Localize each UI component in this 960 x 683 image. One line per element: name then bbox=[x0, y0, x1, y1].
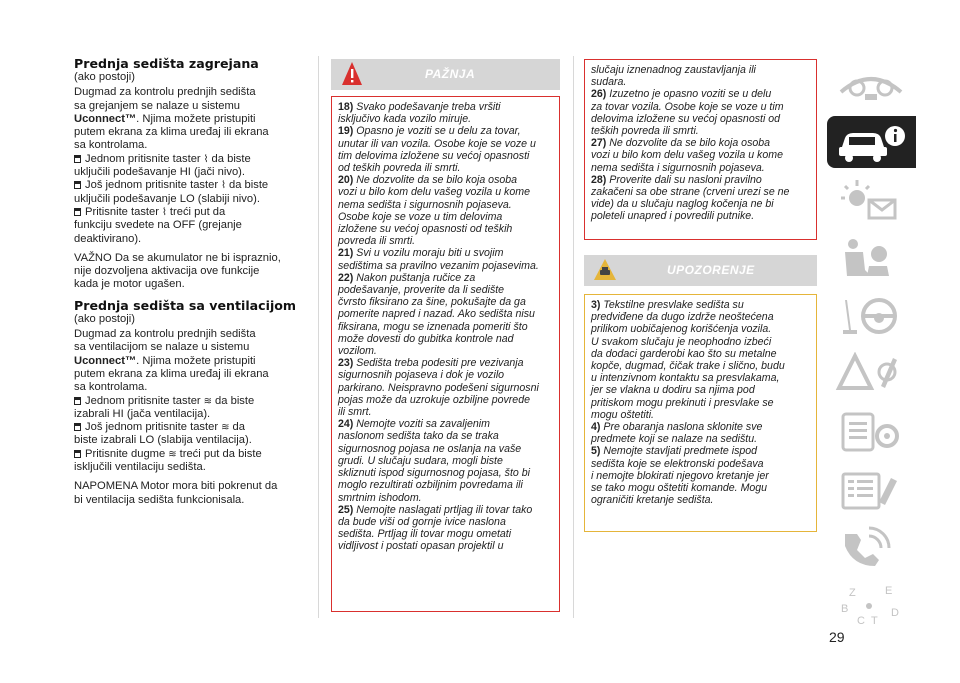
warning-box bbox=[331, 96, 560, 612]
note-number: 26) bbox=[591, 88, 607, 101]
note-line: tim delovima izložene su većoj opasnosti bbox=[338, 149, 530, 162]
tab-index[interactable] bbox=[827, 580, 916, 632]
bullet-line: uključili podešavanje LO (slabiji nivo). bbox=[74, 192, 260, 205]
warning-box-continued bbox=[584, 59, 817, 240]
index-letter: B bbox=[841, 603, 849, 615]
ventilated-seat-icon: ≋ bbox=[168, 448, 177, 460]
bullet-item: Pritisnite taster ⌇ treći put da bbox=[74, 206, 300, 219]
note-number: 20) bbox=[338, 174, 354, 187]
note-number: 27) bbox=[591, 137, 607, 150]
multimedia-icon bbox=[835, 526, 907, 570]
note-line: grudi. U slučaju sudara, mogli biste bbox=[338, 454, 503, 467]
note-line: se tako mogu oštetiti komande. Mogu bbox=[591, 482, 768, 495]
tab-service[interactable] bbox=[827, 406, 916, 458]
note-line: isključivo kada vozilo miruje. bbox=[338, 113, 472, 126]
bullet-item: Jednom pritisnite taster ≋ da biste bbox=[74, 395, 300, 408]
note-line: NAPOMENA Motor mora biti pokrenut da bbox=[74, 480, 278, 493]
note-line: 23) Sedišta treba podesiti pre vezivanja bbox=[338, 357, 524, 370]
note-line: 28) Proverite dali su nasloni pravilno bbox=[591, 173, 762, 186]
bullet-icon bbox=[74, 397, 81, 405]
page-number: 29 bbox=[829, 629, 845, 645]
warning-title: PAŽNJA bbox=[425, 67, 476, 81]
bullet-item: Jednom pritisnite taster ⌇ da biste bbox=[74, 153, 300, 166]
note-line: vidljivost i postati opasan projektil u bbox=[338, 540, 504, 553]
note-line: smrtnim ishodom. bbox=[338, 491, 422, 504]
note-line: sedištima sa pravilno vezanim pojasevima. bbox=[338, 259, 539, 272]
note-line: poleteli unapred i povredili putnike. bbox=[591, 210, 755, 223]
bullet-icon bbox=[74, 155, 81, 163]
note-line: unutar ili van vozila. Osobe koje se voze u bbox=[338, 137, 536, 150]
note-line: ili smrt. bbox=[338, 406, 372, 419]
caution-car-icon bbox=[593, 258, 617, 282]
paragraph-line: sa ventilacijom se nalaze u sistemu bbox=[74, 341, 250, 354]
heated-seat-icon: ⌇ bbox=[162, 206, 167, 218]
note-line: 24) Nemojte voziti sa zavaljenim bbox=[338, 418, 490, 431]
tab-safety[interactable] bbox=[827, 232, 916, 284]
note-line: 21) Svi u vozilu moraju biti u svojim bbox=[338, 247, 504, 260]
note-line: čvrsto fiksirano za šine, pokušajte da ga bbox=[338, 296, 526, 309]
note-line: 25) Nemojte naslagati prtljag ili tovar tako bbox=[338, 503, 533, 516]
note-line: sudara. bbox=[591, 76, 627, 89]
tab-multimedia[interactable] bbox=[827, 522, 916, 574]
brand-name: Uconnect™ bbox=[74, 112, 137, 125]
note-number: 18) bbox=[338, 101, 354, 113]
paragraph-line: sa grejanjem se nalaze u sistemu bbox=[74, 99, 241, 112]
note-number: 22) bbox=[338, 271, 354, 284]
main-text-column bbox=[74, 56, 300, 507]
note-line: 18) Svako podešavanje treba vršiti bbox=[338, 101, 501, 113]
emergency-icon bbox=[835, 352, 907, 396]
bullet-line: uključili podešavanje HI (jači nivo). bbox=[74, 166, 245, 179]
section-heading-heated-seats: Prednja sedišta zagrejana bbox=[74, 56, 259, 71]
note-line: parkirano. Neispravno podešeni sigurnosni bbox=[338, 381, 539, 394]
index-letter: D bbox=[891, 607, 899, 619]
warning-triangle-icon bbox=[341, 61, 363, 87]
availability-note: (ako postoji) bbox=[74, 71, 135, 83]
index-letter: C bbox=[857, 615, 865, 627]
paragraph-line: sa kontrolama. bbox=[74, 381, 148, 394]
note-line: zakačeni sa obe strane (crveni urezi se ne bbox=[591, 186, 790, 199]
ventilated-seat-icon: ≋ bbox=[203, 395, 213, 407]
bullet-line: deaktivirano). bbox=[74, 232, 142, 245]
note-line: za tovar vozila. Osobe koje se voze u tim bbox=[591, 100, 784, 113]
note-line: vozilom. bbox=[338, 345, 377, 358]
caution-box bbox=[584, 294, 817, 532]
note-line: ograničiti kretanje sedišta. bbox=[591, 494, 714, 507]
car-dashboard-icon bbox=[835, 62, 907, 106]
brand-name: Uconnect™ bbox=[74, 354, 137, 367]
note-line: pojas može da uzrokuje ozbiljne povrede bbox=[338, 393, 530, 406]
note-line: 22) Nakon puštanja ručice za bbox=[338, 271, 476, 284]
note-number: 5) bbox=[591, 445, 601, 458]
paragraph-line: putem ekrana za klima uređaj ili ekrana bbox=[74, 367, 269, 380]
note-line: jer se vlakna u dodiru sa njima pod bbox=[591, 384, 755, 397]
safety-airbag-icon bbox=[835, 236, 907, 280]
caution-banner bbox=[584, 255, 817, 286]
paragraph-line: sa kontrolama. bbox=[74, 139, 148, 152]
note-line: i nemojte blokirati njegovo kretanje jer bbox=[591, 469, 769, 482]
availability-note: (ako postoji) bbox=[74, 312, 135, 325]
note-number: 3) bbox=[591, 299, 601, 311]
note-line: izložene su većoj opasnosti od teških bbox=[338, 223, 513, 236]
note-number: 21) bbox=[338, 247, 354, 260]
bullet-line: funkciju svedete na OFF (grejanje bbox=[74, 219, 242, 232]
bullet-item: Još jednom pritisnite taster ≋ da bbox=[74, 421, 300, 434]
note-line: VAŽNO Da se akumulator ne bi ispraznio, bbox=[74, 251, 281, 264]
bullet-icon bbox=[74, 208, 81, 216]
car-info-icon bbox=[835, 120, 907, 164]
note-line: vozi u bilo kom delu vašeg vozila u kome bbox=[591, 149, 783, 162]
note-line: fiksirana, mogu se iznenada pomeriti što bbox=[338, 320, 528, 333]
tab-technical-data[interactable] bbox=[827, 464, 916, 516]
note-line: nema sedišta i sigurnosnih pojaseva. bbox=[591, 161, 765, 174]
note-line: 27) Ne dozvolite da se bilo koja osoba bbox=[591, 137, 771, 150]
bullet-item: Još jednom pritisnite taster ⌇ da biste bbox=[74, 179, 300, 192]
heated-seat-icon: ⌇ bbox=[203, 153, 209, 165]
paragraph-line: Dugmad za kontrolu prednjih sedišta bbox=[74, 86, 256, 99]
bullet-icon bbox=[74, 450, 81, 458]
tab-vehicle-info[interactable] bbox=[827, 116, 916, 168]
bullet-item: Pritisnite dugme ≋ treći put da biste bbox=[74, 448, 300, 461]
section-heading-ventilated-seats: Prednja sedišta sa ventilacijom bbox=[74, 297, 297, 313]
index-letter: E bbox=[885, 585, 893, 597]
note-line: kada je motor ugašen. bbox=[74, 278, 185, 291]
note-line: 4) Pre obaranja naslona sklonite sve bbox=[591, 421, 763, 434]
service-maintenance-icon bbox=[835, 410, 907, 454]
note-line: prilikom uobičajenog korišćenja vozila. bbox=[591, 323, 772, 336]
note-line: da dodaci garderobi kao što su metalne bbox=[591, 347, 777, 360]
note-line: moglo rezultirati ozbiljnim povredama ili bbox=[338, 479, 523, 492]
note-line: vide) da u slučaju naglog kočenja ne bi bbox=[591, 198, 774, 211]
note-line: pomerite napred i nazad. Ako sedišta nisu bbox=[338, 308, 535, 321]
ventilated-seat-icon: ≋ bbox=[221, 422, 230, 434]
note-line: kopče, dugmad, čičak trake i slično, budu bbox=[591, 360, 785, 373]
steering-wheel-icon bbox=[835, 294, 907, 338]
column-divider bbox=[573, 56, 574, 618]
note-number: 19) bbox=[338, 125, 354, 138]
heated-seat-icon: ⌇ bbox=[221, 180, 226, 192]
paragraph-line: Uconnect™. Njima možete pristupiti bbox=[74, 354, 256, 367]
note-line: podešavanje, proverite da li sedište bbox=[338, 284, 505, 297]
note-line: može dovesti do gubitka kontrole nad bbox=[338, 332, 514, 345]
note-number: 23) bbox=[338, 357, 354, 370]
note-line: sedišta koje se elektronski podešava bbox=[591, 457, 764, 470]
note-line: 19) Opasno je voziti se u delu za tovar, bbox=[338, 125, 521, 138]
note-line: teških povreda ili smrti. bbox=[591, 125, 699, 138]
note-line: da bude viši od gornje ivice naslona bbox=[338, 515, 506, 528]
tab-dashboard[interactable] bbox=[827, 58, 916, 110]
note-line: od teških povreda ili smrti. bbox=[338, 162, 461, 175]
note-line: 20) Ne dozvolite da se bilo koja osoba bbox=[338, 174, 518, 187]
paragraph-line: Uconnect™. Njima možete pristupiti bbox=[74, 112, 256, 125]
technical-data-icon bbox=[835, 468, 907, 512]
note-line: U svakom slučaju je neophodno izbeći bbox=[591, 335, 772, 348]
note-number: 25) bbox=[338, 503, 354, 516]
note-line: 26) Izuzetno je opasno voziti se u delu bbox=[591, 88, 772, 101]
note-line: mogu oštetiti. bbox=[591, 408, 655, 421]
tab-warning-lights[interactable] bbox=[827, 174, 916, 226]
note-line: skliznuti ispod sigurnosnog pojasa, što bi bbox=[338, 467, 530, 480]
note-number: 24) bbox=[338, 418, 354, 431]
note-line: sigurnosnog pojasa ne oslanja na vaše bbox=[338, 442, 522, 455]
note-line: nije dozvoljena aktivacija ove funkcije bbox=[74, 265, 260, 278]
index-icon bbox=[835, 584, 907, 628]
note-line: povreda ili smrti. bbox=[338, 235, 416, 248]
tab-emergency[interactable] bbox=[827, 348, 916, 400]
note-line: pritiskom mogu prekinuti i presvlake se bbox=[591, 396, 774, 409]
note-line: sedišta. Prtljag ili tovar mogu ometati bbox=[338, 528, 512, 541]
note-line: 3) Tekstilne presvlake sedišta su bbox=[591, 299, 744, 311]
note-line: slučaju iznenadnog zaustavljanja ili bbox=[591, 64, 756, 76]
note-line: nema sedišta i sigurnosnih pojaseva. bbox=[338, 198, 512, 211]
note-line: delovima izložene su većoj opasnosti od bbox=[591, 112, 781, 125]
bullet-icon bbox=[74, 423, 81, 431]
bullet-icon bbox=[74, 181, 81, 189]
warning-lights-icon bbox=[835, 178, 907, 222]
caution-title: UPOZORENJE bbox=[667, 263, 755, 277]
note-line: predmete koji se nalaze na sedištu. bbox=[591, 433, 758, 446]
bullet-line: biste izabrali LO (slabija ventilacija). bbox=[74, 434, 252, 447]
note-number: 4) bbox=[591, 421, 601, 434]
note-line: 5) Nemojte stavljati predmete ispod bbox=[591, 445, 758, 458]
index-letter: Z bbox=[849, 587, 856, 599]
paragraph-line: putem ekrana za klima uređaj ili ekrana bbox=[74, 126, 269, 139]
note-line: bi ventilacija sedišta funkcionisala. bbox=[74, 493, 245, 506]
tab-driving[interactable] bbox=[827, 290, 916, 342]
note-line: vozi u bilo kom delu vašeg vozila u kome bbox=[338, 186, 530, 199]
note-line: u intenzivnom kontaktu sa presvlakama, bbox=[591, 372, 780, 385]
note-number: 28) bbox=[591, 173, 607, 186]
bullet-line: izabrali HI (jača ventilacija). bbox=[74, 407, 211, 420]
note-line: Osobe koje se voze u tim delovima bbox=[338, 210, 503, 223]
index-letter: T bbox=[871, 615, 878, 627]
note-line: sigurnosnih pojaseva i dok je vozilo bbox=[338, 369, 505, 382]
note-line: naslonom sedišta tako da se traka bbox=[338, 430, 499, 443]
column-divider bbox=[318, 56, 319, 618]
note-line: predviđene da dugo izdrže neoštećena bbox=[591, 311, 774, 324]
warning-banner bbox=[331, 59, 560, 90]
paragraph-line: Dugmad za kontrolu prednjih sedišta bbox=[74, 328, 256, 341]
bullet-line: isključili ventilaciju sedišta. bbox=[74, 461, 206, 474]
